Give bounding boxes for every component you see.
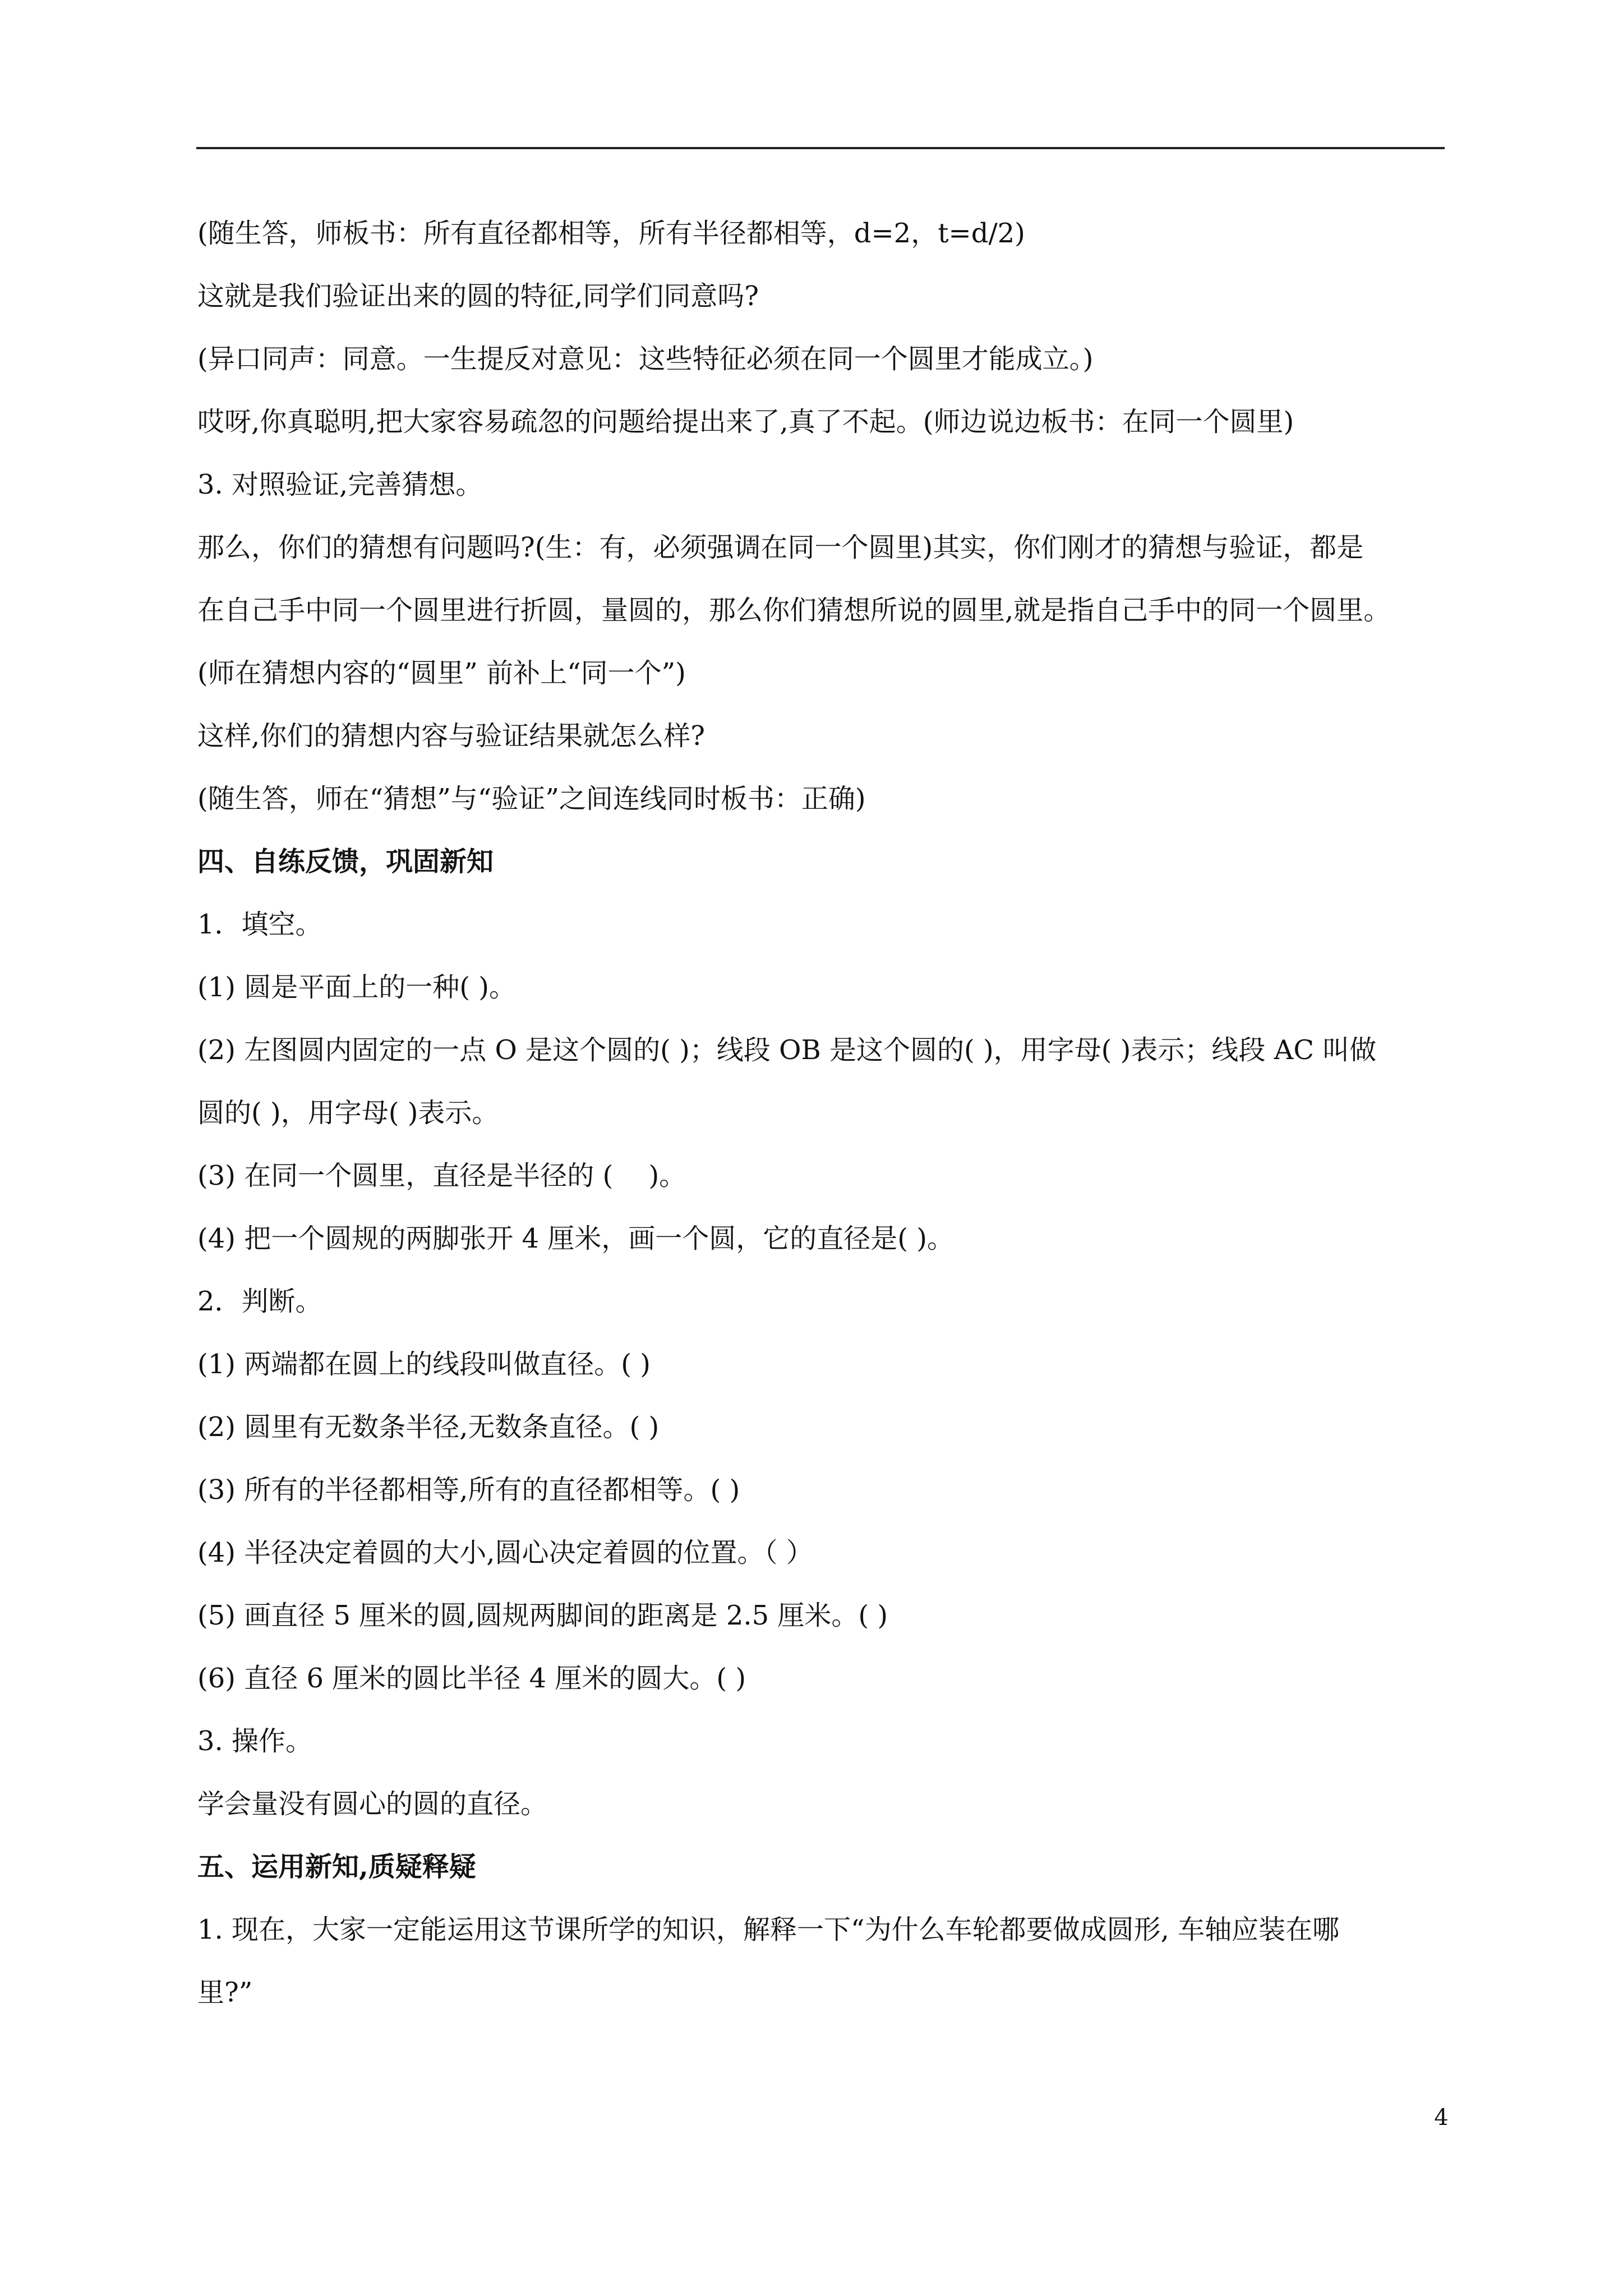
text-line: (4) 半径决定着圆的大小,圆心决定着圆的位置。（ ） — [197, 1537, 813, 1568]
text-line: 那么，你们的猜想有问题吗?(生：有，必须强调在同一个圆里)其实，你们刚才的猜想与验证，都是 — [197, 532, 1364, 563]
text-line: (1) 两端都在圆上的线段叫做直径。( ) — [197, 1349, 651, 1380]
text-line: (师在猜想内容的“圆里” 前补上“同一个”) — [197, 657, 686, 689]
text-line: 2．判断。 — [197, 1286, 322, 1317]
text-line: (6) 直径 6 厘米的圆比半径 4 厘米的圆大。( ) — [197, 1663, 746, 1694]
text-line: (2) 圆里有无数条半径,无数条直径。( ) — [197, 1411, 660, 1443]
text-line: (异口同声：同意。一生提反对意见：这些特征必须在同一个圆里才能成立。) — [197, 343, 1094, 375]
text-line: 圆的( )，用字母( )表示。 — [197, 1097, 499, 1129]
text-line: 1. 现在，大家一定能运用这节课所学的知识，解释一下“为什么车轮都要做成圆形, 车轴应装在哪 — [197, 1914, 1340, 1945]
text-line: (随生答，师板书：所有直径都相等，所有半径都相等，d=2，t=d/2) — [197, 218, 1025, 249]
text-line: (2) 左图圆内固定的一点 O 是这个圆的( )；线段 OB 是这个圆的( )，用字母( )表示；线段 AC 叫做 — [197, 1034, 1377, 1066]
text-line: (3) 所有的半径都相等,所有的直径都相等。( ) — [197, 1474, 740, 1506]
header-rule — [196, 147, 1445, 149]
text-line: (随生答，师在“猜想”与“验证”之间连线同时板书：正确) — [197, 783, 866, 815]
text-line: 这样,你们的猜想内容与验证结果就怎么样? — [197, 720, 705, 752]
text-line: 3. 操作。 — [197, 1726, 313, 1757]
page-number: 4 — [1434, 2105, 1449, 2131]
text-line: (3) 在同一个圆里，直径是半径的 ( )。 — [197, 1160, 686, 1191]
text-line: 哎呀,你真聪明,把大家容易疏忽的问题给提出来了,真了不起。(师边说边板书：在同一个圆里) — [197, 406, 1294, 438]
text-line: 这就是我们验证出来的圆的特征,同学们同意吗? — [197, 280, 759, 312]
section-heading: 五、运用新知,质疑释疑 — [197, 1851, 476, 1883]
text-line: (4) 把一个圆规的两脚张开 4 厘米，画一个圆，它的直径是( )。 — [197, 1223, 955, 1254]
document-body — [197, 202, 1451, 2024]
text-line: 学会量没有圆心的圆的直径。 — [197, 1788, 548, 1820]
section-heading: 四、自练反馈，巩固新知 — [197, 846, 494, 877]
text-line: (5) 画直径 5 厘米的圆,圆规两脚间的距离是 2.5 厘米。( ) — [197, 1600, 888, 1631]
text-line: 3. 对照验证,完善猜想。 — [197, 469, 483, 500]
text-line: 在自己手中同一个圆里进行折圆，量圆的，那么你们猜想所说的圆里,就是指自己手中的同一个圆里。 — [197, 595, 1391, 626]
text-line: (1) 圆是平面上的一种( )。 — [197, 972, 516, 1003]
text-line: 里?” — [197, 1977, 253, 2008]
text-line: 1．填空。 — [197, 909, 322, 940]
